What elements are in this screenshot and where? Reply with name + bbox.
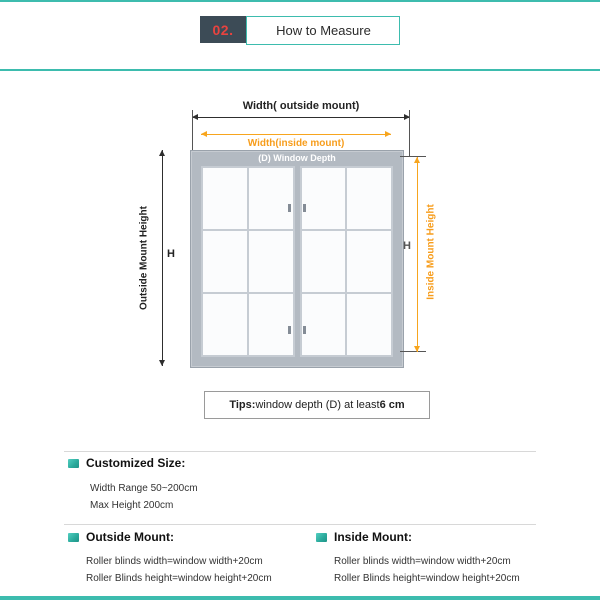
divider [64, 524, 536, 525]
outside-height-label: Outside Mount Height [138, 206, 150, 310]
inside-height-arrow [417, 157, 418, 352]
muntin-horizontal [302, 229, 392, 231]
h-label-right: H [403, 240, 411, 252]
inside-bottom-tick [400, 351, 426, 352]
outside-width-arrow [192, 117, 410, 118]
customized-size-line: Width Range 50~200cm [90, 483, 198, 494]
window-frame [190, 150, 404, 368]
width-outside-label: Width( outside mount) [242, 100, 360, 112]
muntin-horizontal [203, 292, 293, 294]
header-rule-line [0, 69, 600, 71]
h-label-left: H [167, 248, 175, 260]
inside-width-arrow [201, 134, 391, 135]
top-accent-line [0, 0, 600, 2]
section-bullet-icon [68, 533, 79, 542]
inside-top-tick [400, 156, 426, 157]
section-title: How to Measure [246, 16, 400, 45]
tips-text: window depth (D) at least [255, 399, 380, 411]
muntin-horizontal [302, 292, 392, 294]
muntin-vertical [345, 168, 347, 355]
window-inner [201, 166, 393, 357]
outside-mount-line: Roller blinds width=window width+20cm [86, 556, 263, 567]
hinge-mark [303, 326, 306, 334]
section-header [0, 16, 600, 45]
muntin-horizontal [203, 229, 293, 231]
outside-mount-line: Roller Blinds height=window height+20cm [86, 573, 272, 584]
section-bullet-icon [316, 533, 327, 542]
hinge-mark [288, 204, 291, 212]
width-inside-label: Width(inside mount) [247, 138, 345, 149]
right-extension-tick [409, 110, 410, 156]
inside-mount-line: Roller blinds width=window width+20cm [334, 556, 511, 567]
outside-mount-title: Outside Mount: [86, 530, 174, 544]
bottom-accent-line [0, 596, 600, 600]
customized-size-line: Max Height 200cm [90, 500, 174, 511]
window-sash-right [300, 166, 394, 357]
window-depth-label: (D) Window Depth [258, 153, 336, 163]
muntin-vertical [247, 168, 249, 355]
hinge-mark [303, 204, 306, 212]
outside-height-arrow [162, 150, 163, 366]
section-bullet-icon [68, 459, 79, 468]
tips-box [204, 391, 430, 419]
inside-mount-line: Roller Blinds height=window height+20cm [334, 573, 520, 584]
tips-prefix: Tips: [229, 399, 256, 411]
tips-value: 6 cm [379, 399, 405, 411]
customized-size-title: Customized Size: [86, 456, 186, 470]
inside-mount-title: Inside Mount: [334, 530, 412, 544]
divider [64, 451, 536, 452]
window-sash-left [201, 166, 295, 357]
hinge-mark [288, 326, 291, 334]
inside-height-label: Inside Mount Height [425, 204, 437, 300]
section-number-badge: 02. [200, 16, 247, 43]
left-extension-tick [192, 110, 193, 150]
